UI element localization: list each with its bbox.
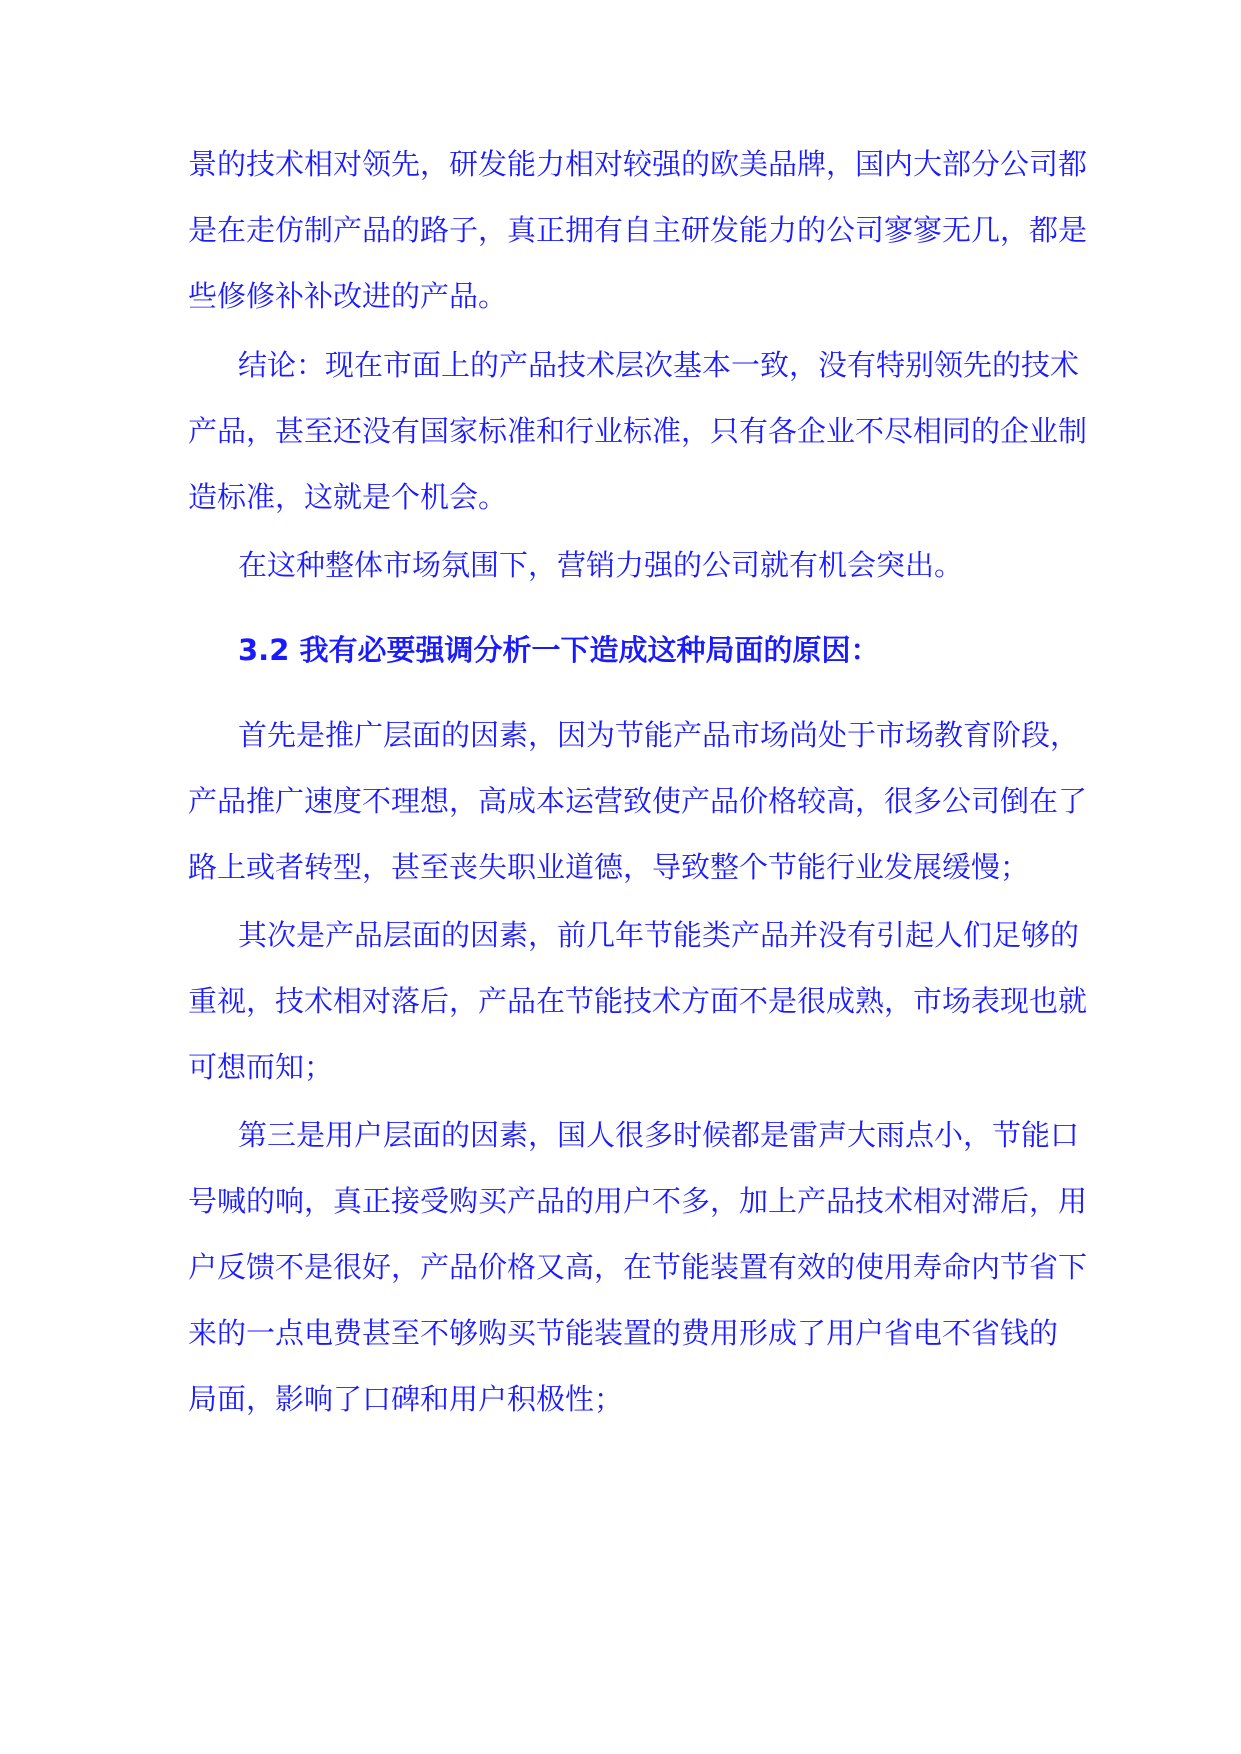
section-heading-text: 3.2 我有必要强调分析一下造成这种局面的原因： xyxy=(238,633,880,667)
text-line: 号喊的响，真正接受购买产品的用户不多，加上产品技术相对滞后，用 xyxy=(188,1184,1088,1218)
paragraph-market-atmosphere xyxy=(188,532,1088,598)
text-line: 是在走仿制产品的路子，真正拥有自主研发能力的公司寥寥无几，都是 xyxy=(188,213,1088,247)
text-line: 其次是产品层面的因素，前几年节能类产品并没有引起人们足够的 xyxy=(238,918,1080,952)
text-line: 些修修补补改进的产品。 xyxy=(188,279,508,313)
text-line: 产品推广速度不理想，高成本运营致使产品价格较高，很多公司倒在了 xyxy=(188,784,1088,818)
text-line: 路上或者转型，甚至丧失职业道德，导致整个节能行业发展缓慢； xyxy=(188,850,1030,884)
text-line: 可想而知； xyxy=(188,1050,334,1084)
paragraph-continuation xyxy=(188,131,1088,329)
text-line: 造标准，这就是个机会。 xyxy=(188,480,508,514)
text-line: 首先是推广层面的因素，因为节能产品市场尚处于市场教育阶段， xyxy=(238,718,1080,752)
paragraph-reason-user xyxy=(188,1102,1088,1432)
text-line: 户反馈不是很好，产品价格又高，在节能装置有效的使用寿命内节省下 xyxy=(188,1250,1088,1284)
text-line: 来的一点电费甚至不够购买节能装置的费用形成了用户省电不省钱的 xyxy=(188,1316,1059,1350)
text-line: 局面，影响了口碑和用户积极性； xyxy=(188,1382,624,1416)
text-line: 景的技术相对领先，研发能力相对较强的欧美品牌，国内大部分公司都 xyxy=(188,147,1088,181)
paragraph-reason-product xyxy=(188,902,1088,1100)
text-line: 产品，甚至还没有国家标准和行业标准，只有各企业不尽相同的企业制 xyxy=(188,414,1088,448)
paragraph-conclusion xyxy=(188,332,1088,530)
paragraph-reason-promotion xyxy=(188,702,1088,900)
text-line: 在这种整体市场氛围下，营销力强的公司就有机会突出。 xyxy=(238,548,964,582)
text-line: 第三是用户层面的因素，国人很多时候都是雷声大雨点小，节能口 xyxy=(238,1118,1080,1152)
text-line: 重视，技术相对落后，产品在节能技术方面不是很成熟，市场表现也就 xyxy=(188,984,1088,1018)
section-heading xyxy=(188,617,1088,683)
text-line: 结论：现在市面上的产品技术层次基本一致，没有特别领先的技术 xyxy=(238,348,1080,382)
